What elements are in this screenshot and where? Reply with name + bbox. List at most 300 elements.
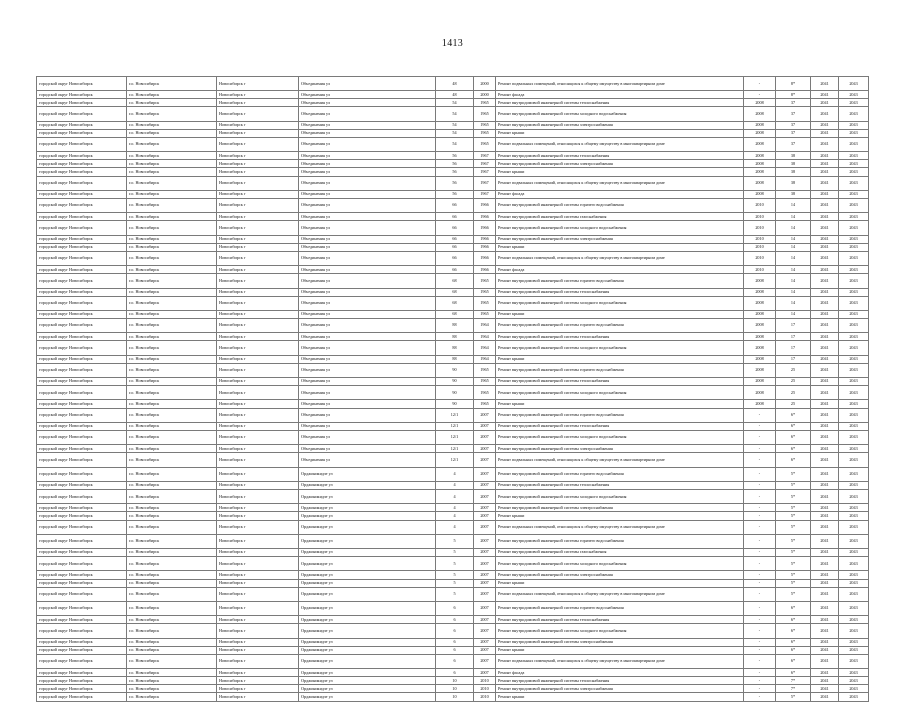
wear-cell: 14 — [776, 198, 811, 212]
last-repair-year-cell: 2008 — [744, 152, 776, 160]
work-type-cell: Ремонт внутридомовой инженерной системы теплоснабжения — [496, 288, 744, 296]
year-built-cell: 1967 — [474, 160, 496, 168]
start-year-cell: 2041 — [811, 504, 839, 512]
wear-cell: 37 — [776, 129, 811, 137]
work-type-cell: Ремонт подвальных помещений, относящихся к общему имуществу в многоквартирном доме — [496, 453, 744, 467]
municipality-cell: городской округ Новосибирск — [37, 571, 127, 579]
city-cell: Новосибирск г — [217, 121, 299, 129]
table-row — [37, 579, 869, 587]
street-cell: Объединения ул — [299, 296, 436, 310]
wear-cell: 6* — [776, 638, 811, 646]
table-row — [37, 408, 869, 422]
house-number-cell: 88 — [436, 341, 474, 355]
house-number-cell: 6 — [436, 624, 474, 638]
table-row — [37, 266, 869, 274]
start-year-cell: 2041 — [811, 408, 839, 422]
wear-cell: 6* — [776, 422, 811, 430]
street-cell: Орджоникидзе ул — [299, 512, 436, 520]
house-number-cell: 10 — [436, 685, 474, 693]
start-year-cell: 2041 — [811, 378, 839, 386]
start-year-cell: 2041 — [811, 624, 839, 638]
last-repair-year-cell: 2008 — [744, 176, 776, 190]
wear-cell: 17 — [776, 333, 811, 341]
last-repair-year-cell: 2008 — [744, 99, 776, 107]
start-year-cell: 2041 — [811, 571, 839, 579]
city-cell: Новосибирск г — [217, 198, 299, 212]
street-cell: Объединения ул — [299, 400, 436, 408]
street-cell: Орджоникидзе ул — [299, 601, 436, 615]
year-built-cell: 1964 — [474, 355, 496, 363]
end-year-cell: 2043 — [839, 363, 869, 377]
year-built-cell: 2010 — [474, 685, 496, 693]
start-year-cell: 2041 — [811, 616, 839, 624]
district-cell: г.о. Новосибирск — [127, 198, 217, 212]
house-number-cell: 4 — [436, 490, 474, 504]
year-built-cell: 1966 — [474, 221, 496, 235]
wear-cell: 8* — [776, 91, 811, 99]
last-repair-year-cell: 2008 — [744, 168, 776, 176]
work-type-cell: Ремонт внутридомовой инженерной системы холодного водоснабжения — [496, 624, 744, 638]
house-number-cell: 5 — [436, 587, 474, 601]
start-year-cell: 2041 — [811, 235, 839, 243]
table-row — [37, 654, 869, 668]
house-number-cell: 66 — [436, 213, 474, 221]
municipality-cell: городской округ Новосибирск — [37, 160, 127, 168]
year-built-cell: 1965 — [474, 99, 496, 107]
end-year-cell: 2043 — [839, 624, 869, 638]
district-cell: г.о. Новосибирск — [127, 408, 217, 422]
municipality-cell: городской округ Новосибирск — [37, 453, 127, 467]
start-year-cell: 2041 — [811, 274, 839, 288]
end-year-cell: 2043 — [839, 318, 869, 332]
year-built-cell: 2007 — [474, 638, 496, 646]
street-cell: Объединения ул — [299, 168, 436, 176]
table-row — [37, 445, 869, 453]
wear-cell: 17 — [776, 341, 811, 355]
city-cell: Новосибирск г — [217, 430, 299, 444]
table-row — [37, 624, 869, 638]
municipality-cell: городской округ Новосибирск — [37, 137, 127, 151]
table-row — [37, 601, 869, 615]
wear-cell: 25 — [776, 386, 811, 400]
city-cell: Новосибирск г — [217, 386, 299, 400]
house-number-cell: 56 — [436, 160, 474, 168]
street-cell: Орджоникидзе ул — [299, 534, 436, 548]
street-cell: Объединения ул — [299, 363, 436, 377]
city-cell: Новосибирск г — [217, 190, 299, 198]
house-number-cell: 68 — [436, 274, 474, 288]
district-cell: г.о. Новосибирск — [127, 251, 217, 265]
wear-cell: 38 — [776, 152, 811, 160]
house-number-cell: 12/1 — [436, 453, 474, 467]
work-type-cell: Ремонт фасада — [496, 190, 744, 198]
work-type-cell: Ремонт фасада — [496, 91, 744, 99]
district-cell: г.о. Новосибирск — [127, 129, 217, 137]
end-year-cell: 2043 — [839, 422, 869, 430]
last-repair-year-cell: - — [744, 624, 776, 638]
table-row — [37, 386, 869, 400]
house-number-cell: 12/1 — [436, 445, 474, 453]
end-year-cell: 2043 — [839, 549, 869, 557]
wear-cell: 14 — [776, 274, 811, 288]
last-repair-year-cell: 2010 — [744, 251, 776, 265]
start-year-cell: 2041 — [811, 266, 839, 274]
city-cell: Новосибирск г — [217, 646, 299, 654]
table-row — [37, 534, 869, 548]
year-built-cell: 2007 — [474, 654, 496, 668]
district-cell: г.о. Новосибирск — [127, 571, 217, 579]
district-cell: г.о. Новосибирск — [127, 168, 217, 176]
start-year-cell: 2041 — [811, 549, 839, 557]
work-type-cell: Ремонт внутридомовой инженерной системы электроснабжения — [496, 160, 744, 168]
last-repair-year-cell: 2008 — [744, 296, 776, 310]
start-year-cell: 2041 — [811, 318, 839, 332]
wear-cell: 7* — [776, 677, 811, 685]
start-year-cell: 2041 — [811, 601, 839, 615]
end-year-cell: 2043 — [839, 168, 869, 176]
end-year-cell: 2043 — [839, 579, 869, 587]
wear-cell: 6* — [776, 453, 811, 467]
repair-schedule-table — [36, 76, 869, 702]
city-cell: Новосибирск г — [217, 422, 299, 430]
municipality-cell: городской округ Новосибирск — [37, 341, 127, 355]
district-cell: г.о. Новосибирск — [127, 341, 217, 355]
start-year-cell: 2041 — [811, 198, 839, 212]
last-repair-year-cell: - — [744, 481, 776, 489]
last-repair-year-cell: 2008 — [744, 129, 776, 137]
street-cell: Орджоникидзе ул — [299, 624, 436, 638]
house-number-cell: 4 — [436, 512, 474, 520]
street-cell: Орджоникидзе ул — [299, 549, 436, 557]
municipality-cell: городской округ Новосибирск — [37, 430, 127, 444]
district-cell: г.о. Новосибирск — [127, 587, 217, 601]
city-cell: Новосибирск г — [217, 129, 299, 137]
work-type-cell: Ремонт внутридомовой инженерной системы горячего водоснабжения — [496, 467, 744, 481]
year-built-cell: 1965 — [474, 288, 496, 296]
end-year-cell: 2043 — [839, 243, 869, 251]
house-number-cell: 6 — [436, 654, 474, 668]
house-number-cell: 54 — [436, 129, 474, 137]
house-number-cell: 56 — [436, 152, 474, 160]
municipality-cell: городской округ Новосибирск — [37, 601, 127, 615]
year-built-cell: 1964 — [474, 318, 496, 332]
end-year-cell: 2043 — [839, 504, 869, 512]
district-cell: г.о. Новосибирск — [127, 152, 217, 160]
end-year-cell: 2043 — [839, 453, 869, 467]
street-cell: Объединения ул — [299, 386, 436, 400]
work-type-cell: Ремонт подвальных помещений, относящихся к общему имуществу в многоквартирном доме — [496, 137, 744, 151]
wear-cell: 5* — [776, 549, 811, 557]
start-year-cell: 2041 — [811, 355, 839, 363]
year-built-cell: 2007 — [474, 571, 496, 579]
wear-cell: 14 — [776, 251, 811, 265]
work-type-cell: Ремонт внутридомовой инженерной системы электроснабжения — [496, 121, 744, 129]
year-built-cell: 2007 — [474, 430, 496, 444]
municipality-cell: городской округ Новосибирск — [37, 481, 127, 489]
work-type-cell: Ремонт крыши — [496, 355, 744, 363]
last-repair-year-cell: - — [744, 504, 776, 512]
start-year-cell: 2041 — [811, 77, 839, 91]
last-repair-year-cell: 2010 — [744, 235, 776, 243]
house-number-cell: 66 — [436, 243, 474, 251]
end-year-cell: 2043 — [839, 378, 869, 386]
municipality-cell: городской округ Новосибирск — [37, 296, 127, 310]
district-cell: г.о. Новосибирск — [127, 235, 217, 243]
last-repair-year-cell: - — [744, 520, 776, 534]
last-repair-year-cell: - — [744, 422, 776, 430]
wear-cell: 6* — [776, 624, 811, 638]
start-year-cell: 2041 — [811, 386, 839, 400]
work-type-cell: Ремонт внутридомовой инженерной системы теплоснабжения — [496, 481, 744, 489]
end-year-cell: 2043 — [839, 310, 869, 318]
city-cell: Новосибирск г — [217, 481, 299, 489]
year-built-cell: 2007 — [474, 534, 496, 548]
end-year-cell: 2043 — [839, 430, 869, 444]
last-repair-year-cell: - — [744, 677, 776, 685]
work-type-cell: Ремонт крыши — [496, 646, 744, 654]
year-built-cell: 1964 — [474, 333, 496, 341]
year-built-cell: 1965 — [474, 386, 496, 400]
street-cell: Объединения ул — [299, 121, 436, 129]
street-cell: Орджоникидзе ул — [299, 571, 436, 579]
last-repair-year-cell: 2010 — [744, 243, 776, 251]
last-repair-year-cell: - — [744, 601, 776, 615]
wear-cell: 37 — [776, 99, 811, 107]
wear-cell: 38 — [776, 190, 811, 198]
wear-cell: 6* — [776, 430, 811, 444]
street-cell: Орджоникидзе ул — [299, 587, 436, 601]
wear-cell: 38 — [776, 176, 811, 190]
work-type-cell: Ремонт внутридомовой инженерной системы электроснабжения — [496, 571, 744, 579]
house-number-cell: 66 — [436, 221, 474, 235]
year-built-cell: 2010 — [474, 677, 496, 685]
house-number-cell: 6 — [436, 638, 474, 646]
year-built-cell: 1965 — [474, 129, 496, 137]
municipality-cell: городской округ Новосибирск — [37, 638, 127, 646]
year-built-cell: 2007 — [474, 549, 496, 557]
house-number-cell: 66 — [436, 198, 474, 212]
work-type-cell: Ремонт внутридомовой инженерной системы холодного водоснабжения — [496, 430, 744, 444]
municipality-cell: городской округ Новосибирск — [37, 693, 127, 701]
end-year-cell: 2043 — [839, 213, 869, 221]
start-year-cell: 2041 — [811, 341, 839, 355]
city-cell: Новосибирск г — [217, 685, 299, 693]
municipality-cell: городской округ Новосибирск — [37, 168, 127, 176]
house-number-cell: 68 — [436, 288, 474, 296]
wear-cell: 37 — [776, 137, 811, 151]
year-built-cell: 1967 — [474, 176, 496, 190]
year-built-cell: 1965 — [474, 107, 496, 121]
start-year-cell: 2041 — [811, 422, 839, 430]
start-year-cell: 2041 — [811, 490, 839, 504]
start-year-cell: 2041 — [811, 693, 839, 701]
house-number-cell: 5 — [436, 571, 474, 579]
street-cell: Объединения ул — [299, 129, 436, 137]
year-built-cell: 1966 — [474, 213, 496, 221]
street-cell: Орджоникидзе ул — [299, 685, 436, 693]
year-built-cell: 2007 — [474, 579, 496, 587]
end-year-cell: 2043 — [839, 400, 869, 408]
table-row — [37, 213, 869, 221]
district-cell: г.о. Новосибирск — [127, 534, 217, 548]
district-cell: г.о. Новосибирск — [127, 693, 217, 701]
municipality-cell: городской округ Новосибирск — [37, 77, 127, 91]
district-cell: г.о. Новосибирск — [127, 557, 217, 571]
year-built-cell: 1965 — [474, 363, 496, 377]
table-row — [37, 341, 869, 355]
city-cell: Новосибирск г — [217, 445, 299, 453]
start-year-cell: 2041 — [811, 677, 839, 685]
table-row — [37, 616, 869, 624]
work-type-cell: Ремонт внутридомовой инженерной системы электроснабжения — [496, 445, 744, 453]
end-year-cell: 2043 — [839, 654, 869, 668]
start-year-cell: 2041 — [811, 221, 839, 235]
street-cell: Объединения ул — [299, 453, 436, 467]
start-year-cell: 2041 — [811, 176, 839, 190]
wear-cell: 14 — [776, 243, 811, 251]
end-year-cell: 2043 — [839, 490, 869, 504]
street-cell: Объединения ул — [299, 198, 436, 212]
table-row — [37, 91, 869, 99]
district-cell: г.о. Новосибирск — [127, 549, 217, 557]
end-year-cell: 2043 — [839, 646, 869, 654]
wear-cell: 5* — [776, 534, 811, 548]
work-type-cell: Ремонт внутридомовой инженерной системы теплоснабжения — [496, 422, 744, 430]
municipality-cell: городской округ Новосибирск — [37, 107, 127, 121]
year-built-cell: 2007 — [474, 408, 496, 422]
last-repair-year-cell: 2008 — [744, 190, 776, 198]
street-cell: Объединения ул — [299, 318, 436, 332]
last-repair-year-cell: 2008 — [744, 318, 776, 332]
year-built-cell: 2007 — [474, 467, 496, 481]
table-row — [37, 504, 869, 512]
city-cell: Новосибирск г — [217, 333, 299, 341]
start-year-cell: 2041 — [811, 646, 839, 654]
last-repair-year-cell: - — [744, 77, 776, 91]
start-year-cell: 2041 — [811, 430, 839, 444]
house-number-cell: 4 — [436, 467, 474, 481]
city-cell: Новосибирск г — [217, 288, 299, 296]
end-year-cell: 2043 — [839, 221, 869, 235]
start-year-cell: 2041 — [811, 363, 839, 377]
work-type-cell: Ремонт внутридомовой инженерной системы горячего водоснабжения — [496, 408, 744, 422]
city-cell: Новосибирск г — [217, 467, 299, 481]
municipality-cell: городской округ Новосибирск — [37, 99, 127, 107]
year-built-cell: 2007 — [474, 445, 496, 453]
last-repair-year-cell: - — [744, 669, 776, 677]
municipality-cell: городской округ Новосибирск — [37, 646, 127, 654]
table-row — [37, 669, 869, 677]
street-cell: Объединения ул — [299, 137, 436, 151]
house-number-cell: 66 — [436, 266, 474, 274]
street-cell: Орджоникидзе ул — [299, 693, 436, 701]
last-repair-year-cell: - — [744, 490, 776, 504]
work-type-cell: Ремонт внутридомовой инженерной системы электроснабжения — [496, 638, 744, 646]
table-row — [37, 490, 869, 504]
work-type-cell: Ремонт подвальных помещений, относящихся к общему имуществу в многоквартирном доме — [496, 654, 744, 668]
end-year-cell: 2043 — [839, 137, 869, 151]
work-type-cell: Ремонт крыши — [496, 693, 744, 701]
city-cell: Новосибирск г — [217, 91, 299, 99]
year-built-cell: 1965 — [474, 121, 496, 129]
city-cell: Новосибирск г — [217, 99, 299, 107]
street-cell: Орджоникидзе ул — [299, 677, 436, 685]
year-built-cell: 1965 — [474, 378, 496, 386]
wear-cell: 8* — [776, 77, 811, 91]
district-cell: г.о. Новосибирск — [127, 91, 217, 99]
work-type-cell: Ремонт внутридомовой инженерной системы горячего водоснабжения — [496, 363, 744, 377]
municipality-cell: городской округ Новосибирск — [37, 378, 127, 386]
municipality-cell: городской округ Новосибирск — [37, 310, 127, 318]
street-cell: Объединения ул — [299, 221, 436, 235]
work-type-cell: Ремонт внутридомовой инженерной системы холодного водоснабжения — [496, 221, 744, 235]
house-number-cell: 5 — [436, 534, 474, 548]
year-built-cell: 1965 — [474, 400, 496, 408]
municipality-cell: городской округ Новосибирск — [37, 616, 127, 624]
city-cell: Новосибирск г — [217, 137, 299, 151]
start-year-cell: 2041 — [811, 638, 839, 646]
table-row — [37, 176, 869, 190]
table-row — [37, 121, 869, 129]
table-row — [37, 549, 869, 557]
district-cell: г.о. Новосибирск — [127, 685, 217, 693]
year-built-cell: 2007 — [474, 557, 496, 571]
last-repair-year-cell: 2008 — [744, 363, 776, 377]
municipality-cell: городской округ Новосибирск — [37, 363, 127, 377]
work-type-cell: Ремонт внутридомовой инженерной системы электроснабжения — [496, 685, 744, 693]
work-type-cell: Ремонт крыши — [496, 129, 744, 137]
street-cell: Орджоникидзе ул — [299, 616, 436, 624]
district-cell: г.о. Новосибирск — [127, 422, 217, 430]
municipality-cell: городской округ Новосибирск — [37, 549, 127, 557]
start-year-cell: 2041 — [811, 445, 839, 453]
house-number-cell: 54 — [436, 137, 474, 151]
start-year-cell: 2041 — [811, 587, 839, 601]
start-year-cell: 2041 — [811, 152, 839, 160]
year-built-cell: 2007 — [474, 520, 496, 534]
year-built-cell: 2010 — [474, 693, 496, 701]
end-year-cell: 2043 — [839, 467, 869, 481]
wear-cell: 5* — [776, 557, 811, 571]
district-cell: г.о. Новосибирск — [127, 512, 217, 520]
work-type-cell: Ремонт внутридомовой инженерной системы теплоснабжения — [496, 677, 744, 685]
district-cell: г.о. Новосибирск — [127, 646, 217, 654]
wear-cell: 5* — [776, 579, 811, 587]
table-row — [37, 129, 869, 137]
house-number-cell: 6 — [436, 669, 474, 677]
last-repair-year-cell: 2008 — [744, 341, 776, 355]
street-cell: Орджоникидзе ул — [299, 579, 436, 587]
end-year-cell: 2043 — [839, 288, 869, 296]
last-repair-year-cell: 2008 — [744, 288, 776, 296]
table-row — [37, 221, 869, 235]
municipality-cell: городской округ Новосибирск — [37, 408, 127, 422]
house-number-cell: 90 — [436, 386, 474, 400]
start-year-cell: 2041 — [811, 107, 839, 121]
year-built-cell: 1966 — [474, 243, 496, 251]
last-repair-year-cell: 2010 — [744, 266, 776, 274]
end-year-cell: 2043 — [839, 152, 869, 160]
city-cell: Новосибирск г — [217, 152, 299, 160]
house-number-cell: 68 — [436, 310, 474, 318]
last-repair-year-cell: 2008 — [744, 378, 776, 386]
last-repair-year-cell: 2008 — [744, 355, 776, 363]
wear-cell: 6* — [776, 445, 811, 453]
table-row — [37, 481, 869, 489]
table-row — [37, 587, 869, 601]
municipality-cell: городской округ Новосибирск — [37, 669, 127, 677]
table-row — [37, 288, 869, 296]
